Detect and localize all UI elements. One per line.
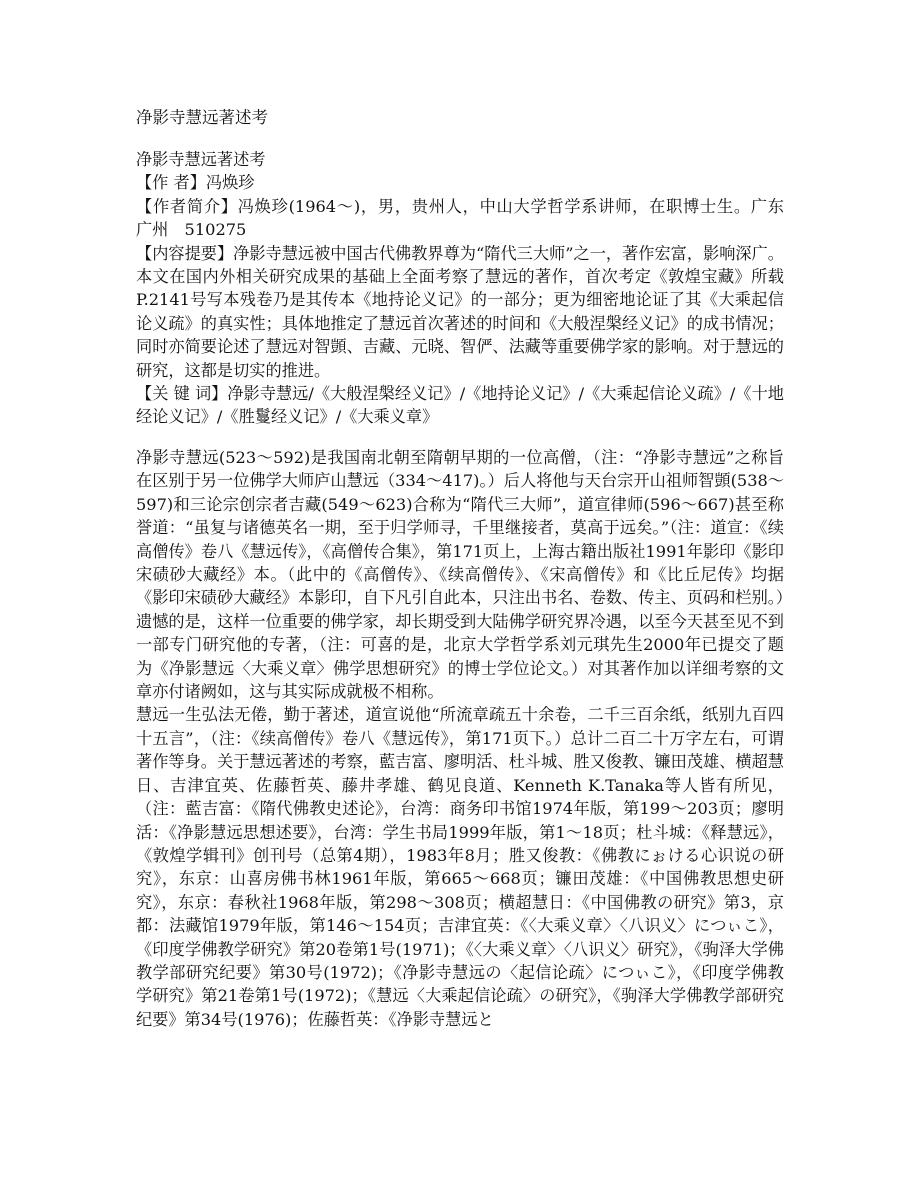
article-header bbox=[136, 148, 801, 429]
article-body bbox=[136, 446, 784, 1031]
body-paragraph-1: 净影寺慧远(523～592)是我国南北朝至隋朝早期的一位高僧，（注：“净影寺慧远”之称旨在区别于另一位佛学大师庐山慧远（334～417)。）后人将他与天台宗开山祖师智顗(538～597)和三论宗创宗者吉藏(549～623)合称为“隋代三大师”，道宣律师(596～667)甚至称誉道：“虽复与诸德英名一期，至于归学师寻，千里继接者，莫高于远矣。”（注：道宣：《续高僧传》卷八《慧远传》，《高僧传合集》，第171页上，上海古籍出版社1991年影印《影印宋碛砂大藏经》本。（此中的《高僧传》、《续高僧传》、《宋高僧传》和《比丘尼传》均据《影印宋碛砂大藏经》本影印，自下凡引自此本，只注出书名、卷数、传主、页码和栏别。）遗憾的是，这样一位重要的佛学家，却长期受到大陆佛学研究界冷遇，以至今天甚至见不到一部专门研究他的专著，（注：可喜的是，北京大学哲学系刘元琪先生2000年已提交了题为《净影慧远〈大乘义章〉佛学思想研究》的博士学位论文。）对其著作加以详细考察的文章亦付诸阙如，这与其实际成就极不相称。 bbox=[136, 448, 784, 702]
keywords: 【关 键 词】净影寺慧远/《大般涅槃经义记》/《地持论义记》/《大乘起信论义疏》/《十地经论义记》/《胜鬘经义记》/《大乘义章》 bbox=[136, 384, 784, 427]
abstract: 【内容提要】净影寺慧远被中国古代佛教界尊为“隋代三大师”之一，著作宏富，影响深广。本文在国内外相关研究成果的基础上全面考察了慧远的著作，首次考定《敦煌宝藏》所载P.2141号写本残卷乃是其传本《地持论义记》的一部分；更为细密地论证了其《大乘起信论义疏》的真实性；具体地推定了慧远首次著述的时间和《大般涅槃经义记》的成书情况；同时亦简要论述了慧远对智顗、吉藏、元晓、智俨、法藏等重要佛学家的影响。对于慧远的研究，这都是切实的推进。 bbox=[136, 243, 784, 380]
article-title: 净影寺慧远著述考 bbox=[136, 150, 266, 169]
author-line: 【作 者】冯焕珍 bbox=[136, 173, 255, 193]
document-title: 净影寺慧远著述考 bbox=[136, 108, 268, 127]
author-bio: 【作者简介】冯焕珍(1964～)，男，贵州人，中山大学哲学系讲师，在职博士生。广东 广州 510275 bbox=[136, 196, 801, 240]
body-paragraph-2: 慧远一生弘法无倦，勤于著述，道宣说他“所流章疏五十余卷，二千三百余纸，纸别九百四十五言”，（注：《续高僧传》卷八《慧远传》，第171页下。）总计二百二十万字左右，可谓著作等身。关于慧远著述的考察，藍吉富、廖明活、杜斗城、胜又俊教、镰田茂雄、横超慧日、吉津宜英、佐藤哲英、藤井孝雄、鹤见良道、Kenneth K.Tanaka等人皆有所见，（注：藍吉富：《隋代佛教史述论》，台湾：商务印书馆1974年版，第199～203页；廖明活：《净影慧远思想述要》，台湾：学生书局1999年版，第1～18页；杜斗城：《释慧远》，《敦煌学辑刊》创刊号（总第4期），1983年8月；胜又俊教：《佛教にぉける心识说の研究》，东京：山喜房佛书林1961年版，第665～668页；镰田茂雄：《中国佛教思想史研究》，东京：春秋社1968年版，第298～308页；横超慧日：《中国佛教の研究》第3，京都：法藏馆1979年版，第146～154页；吉津宜英：《〈大乘义章〉〈八识义〉につぃこ》，《印度学佛教学研究》第20卷第1号(1971)；《〈大乘义章〉〈八识义〉研究》，《驹泽大学佛教学部研究纪要》第30号(1972)；《净影寺慧远の〈起信论疏〉につぃこ》，《印度学佛教学研究》第21卷第1号(1972)；《慧远〈大乘起信论疏〉の研究》，《驹泽大学佛教学部研究纪要》第34号(1976)；佐藤哲英：《净影寺慧远と bbox=[136, 705, 784, 1029]
